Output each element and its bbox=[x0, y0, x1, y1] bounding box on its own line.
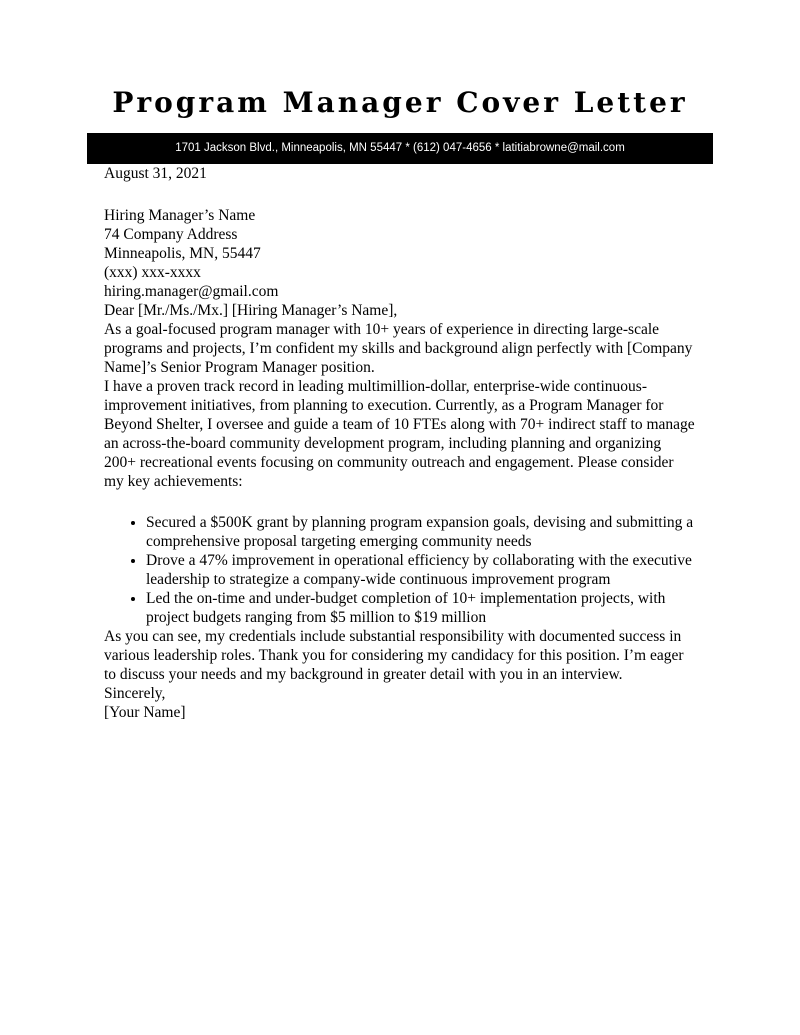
recipient-city-line: Minneapolis, MN, 55447 bbox=[104, 245, 261, 262]
recipient-email: hiring.manager@gmail.com bbox=[104, 283, 279, 300]
paragraph-intro: As a goal-focused program manager with 10+ years of experience in directing large-scale programs and projects, I’m confident my skills and background align perfectly with [Company Name]’s Senior Program Manager position. bbox=[104, 321, 693, 376]
recipient-name: Hiring Manager’s Name bbox=[104, 207, 256, 224]
document-title: Program Manager Cover Letter bbox=[112, 86, 688, 119]
achievements-list bbox=[104, 513, 696, 627]
achievement-item-projects: • Led the on-time and under-budget completion of 10+ implementation projects, with project budgets ranging from $5 million to $19 million bbox=[146, 589, 696, 627]
contact-info-text: 1701 Jackson Blvd., Minneapolis, MN 55447 * (612) 047-4656 * latitiabrowne@mail.com bbox=[175, 142, 625, 154]
paragraph-experience: I have a proven track record in leading multimillion-dollar, enterprise-wide continuous-improvement initiatives, from planning to execution. Currently, as a Program Manager for Beyond Shelter, I oversee and guide a team of 10 FTEs along with 70+ indirect staff to manage an across-the-board community development program, including planning and organizing 200+ recreational events focusing on community outreach and engagement. Please consider my key achievements: bbox=[104, 378, 695, 490]
salutation: Dear [Mr./Ms./Mx.] [Hiring Manager’s Name], bbox=[104, 302, 398, 319]
achievement-item-grant: • Secured a $500K grant by planning program expansion goals, devising and submitting a comprehensive proposal targeting emerging community needs bbox=[146, 513, 696, 551]
recipient-address-line: 74 Company Address bbox=[104, 226, 238, 243]
recipient-block bbox=[104, 206, 696, 301]
valediction: Sincerely, bbox=[104, 685, 166, 702]
recipient-phone: (xxx) xxx-xxxx bbox=[104, 264, 201, 281]
letter-body bbox=[104, 164, 696, 722]
signature-name: [Your Name] bbox=[104, 704, 186, 721]
achievement-item-efficiency: • Drove a 47% improvement in operational efficiency by collaborating with the executive leadership to strategize a company-wide continuous improvement program bbox=[146, 551, 696, 589]
letter-date: August 31, 2021 bbox=[104, 165, 207, 182]
contact-bar bbox=[87, 133, 713, 164]
paragraph-closing: As you can see, my credentials include substantial responsibility with documented success in various leadership roles. Thank you for considering my candidacy for this position. I’m eager to discuss your needs and my background in greater detail with you in an interview. bbox=[104, 628, 684, 683]
